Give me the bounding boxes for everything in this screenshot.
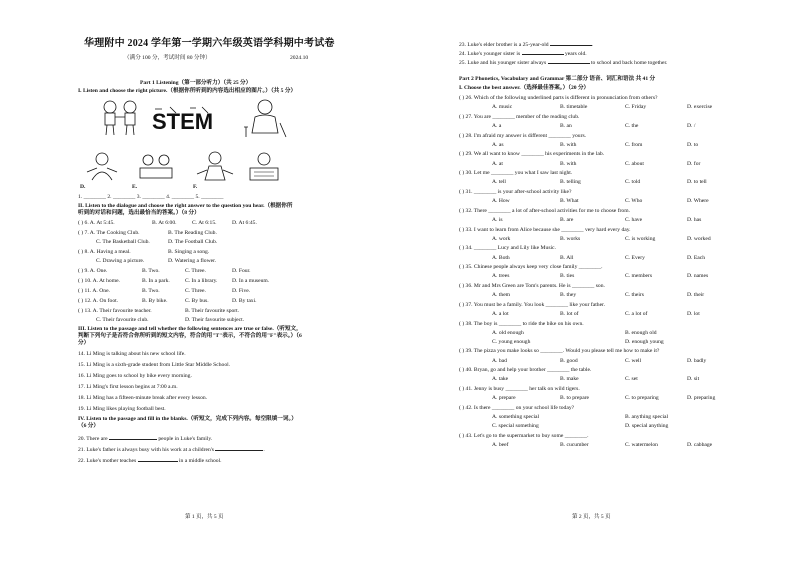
- question-42: ( ) 42. Is there ________ on your school life today?: [459, 404, 575, 411]
- fill-23: 23. Luke's elder brother is a 25-year-old .: [459, 42, 594, 48]
- q10-b: B. In a park.: [142, 278, 170, 284]
- question-39-option-b[interactable]: B. good: [560, 357, 578, 364]
- fill-24-blank[interactable]: [522, 49, 564, 55]
- question-33: ( ) 33. I want to learn from Alice because she ________ very hard every day.: [459, 226, 631, 233]
- question-43: ( ) 43. Let's go to the supermarket to buy some ________.: [459, 432, 589, 439]
- question-36-option-c[interactable]: C. theirs: [625, 292, 644, 299]
- part2-heading: Part 2 Phonetics, Vocabulary and Grammar 第二部分 语音、词汇和语法 共 41 分: [459, 76, 656, 82]
- picture-b-stem-icon: [150, 105, 215, 133]
- picture-c-scientist-icon: [240, 97, 290, 139]
- question-33-option-b[interactable]: B. works: [560, 235, 581, 242]
- question-34-option-b[interactable]: B. All: [560, 254, 574, 261]
- q10-a: ( ) 10. A. At home.: [78, 278, 120, 284]
- section-2-heading-b: 听到的对话和问题，选出最恰当的答案。）（8 分）: [78, 210, 200, 216]
- question-30: ( ) 30. Let me ________ you what I saw last night.: [459, 170, 573, 177]
- section-4-heading-a: IV. Listen to the passage and fill in the blanks.（听短文，完成下列内容。每空限填一词。）: [78, 416, 297, 422]
- picture-f-icon: [195, 150, 235, 182]
- fill-22-blank[interactable]: [138, 456, 178, 462]
- question-32-option-d[interactable]: D. has: [687, 217, 702, 223]
- question-34-option-d[interactable]: D. Each: [687, 254, 706, 261]
- part2-section-1-heading: I. Choose the best answer.（选择最佳答案。）（20 分）: [459, 85, 590, 91]
- q10-d: D. In a museum.: [232, 278, 270, 284]
- question-26: ( ) 26. Which of the following underlined parts is different in pronunciation from others?: [459, 95, 658, 101]
- q7-a: ( ) 7. A. The Cooking Club.: [78, 230, 140, 236]
- exam-title: 华理附中 2024 学年第一学期六年级英语学科期中考试卷: [84, 38, 335, 49]
- question-27: ( ) 27. You are ________ member of the reading club.: [459, 113, 580, 120]
- question-36-option-a[interactable]: A. them: [492, 292, 511, 299]
- section-3-heading-c: 分）: [78, 340, 90, 346]
- fill-20-blank[interactable]: [109, 434, 157, 440]
- q12-c: C. By bus.: [185, 298, 209, 304]
- question-39: ( ) 39. The pizza you make looks so ________. Would you please tell me how to make it?: [459, 348, 660, 355]
- question-38-option-c[interactable]: C. young enough: [492, 338, 531, 345]
- fill-25: 25. Luke and his younger sister always to school and back home together.: [459, 60, 668, 66]
- question-31-option-b[interactable]: B. What: [560, 198, 579, 205]
- q13-d: D. Their favourite subject.: [185, 317, 245, 323]
- question-26-option-c[interactable]: C. Friday: [625, 104, 647, 111]
- question-38-option-d[interactable]: D. enough young: [625, 338, 664, 345]
- page-2-footer: 第 2 页，共 5 页: [572, 514, 611, 520]
- question-42-option-d[interactable]: D. special anything: [625, 423, 669, 429]
- section-3-heading-a: III. Listen to the passage and tell whether the following sentences are true or false.（听短文，: [78, 326, 302, 332]
- question-36-option-b[interactable]: B. they: [560, 292, 577, 299]
- question-31: ( ) 31. ________ is your after-school activity like?: [459, 189, 572, 195]
- pic-label-b: E.: [132, 184, 138, 190]
- question-41-option-b[interactable]: B. to prepare: [560, 395, 590, 402]
- q11-b: B. Two.: [142, 288, 160, 294]
- pic-label-c: F.: [193, 184, 198, 190]
- question-43-option-a[interactable]: A. beef: [492, 441, 509, 448]
- fill-23-blank[interactable]: [550, 40, 592, 46]
- question-40-option-b[interactable]: B. make: [560, 376, 579, 383]
- question-40-option-c[interactable]: C. set: [625, 376, 638, 383]
- q6-c: C. At 6:15.: [192, 220, 217, 226]
- question-36-option-d[interactable]: D. their: [687, 292, 705, 299]
- question-37-option-a[interactable]: A. a lot: [492, 311, 509, 317]
- fill-25-blank[interactable]: [548, 58, 590, 64]
- question-33-option-c[interactable]: C. is working: [625, 235, 656, 242]
- q8-a: ( ) 8. A. Having a meal.: [78, 249, 131, 255]
- q11-c: C. Three.: [185, 288, 206, 294]
- question-43-option-d[interactable]: D. cabbage: [687, 441, 713, 448]
- question-28-option-d[interactable]: D. to: [687, 141, 699, 148]
- question-38-option-b[interactable]: B. enough old: [625, 329, 657, 336]
- question-33-option-d[interactable]: D. worked: [687, 235, 711, 242]
- section-4-heading-b: （6 分）: [78, 423, 99, 429]
- question-37-option-d[interactable]: D. lot: [687, 311, 700, 317]
- question-30-option-d[interactable]: D. to tell: [687, 179, 707, 186]
- answer-line-1-5: 1. ________ 2. ________ 3. ________ 4. ________ 5. ________: [78, 194, 224, 200]
- section-3-heading-b: 判断下列句子是否符合你所听到的短文内容，符合的用"T"表示，不符合的用"F"表示。）（6: [78, 333, 302, 339]
- part1-heading: Part 1 Listening（第一部分听力）（共 25 分）: [140, 80, 252, 86]
- question-41: ( ) 41. Jenny is busy ________ her talk on wild tigers.: [459, 386, 580, 392]
- question-41-option-a[interactable]: A. prepare: [492, 395, 516, 402]
- stem-text: STEM: [152, 109, 214, 133]
- question-43-option-c[interactable]: C. watermelon: [625, 441, 658, 448]
- question-30-option-a[interactable]: A. tell: [492, 179, 506, 186]
- question-42-option-c[interactable]: C. special something: [492, 423, 539, 429]
- section-1-heading: I. Listen and choose the right picture.（根据你所听到的内容选出相应的图片。）（共 5 分）: [78, 88, 297, 94]
- question-28-option-a[interactable]: A. as: [492, 141, 504, 148]
- q7-c: C. The Basketball Club.: [96, 239, 150, 245]
- section-2-heading-a: II. Listen to the dialogue and choose the right answer to the question you hear.（根据你所: [78, 203, 293, 209]
- q11-a: ( ) 11. A. One.: [78, 288, 110, 294]
- question-26-option-a[interactable]: A. music: [492, 104, 513, 111]
- question-34-option-a[interactable]: A. Both: [492, 254, 510, 261]
- question-29-option-b[interactable]: B. with: [560, 160, 577, 167]
- q7-d: D. The Football Club.: [168, 239, 218, 245]
- picture-g-icon: [244, 150, 284, 182]
- question-38: ( ) 38. The boy is ________ to ride the bike on his own.: [459, 320, 584, 327]
- question-27-option-c[interactable]: C. the: [625, 123, 639, 129]
- picture-a-children-icon: [95, 99, 145, 137]
- question-32: ( ) 32. There ________ a lot of after-school activities for me to choose from.: [459, 207, 630, 214]
- q13-a: ( ) 13. A. Their favourite teacher.: [78, 308, 152, 314]
- question-27-option-a[interactable]: A. a: [492, 123, 502, 129]
- question-40-option-d[interactable]: D. sit: [687, 376, 700, 383]
- tf-15: 15. Li Ming is a sixth-grade student from Little Star Middle School.: [78, 362, 231, 368]
- question-31-option-a[interactable]: A. How: [492, 198, 510, 205]
- tf-16: 16. Li Ming goes to school by bike every morning.: [78, 373, 192, 379]
- question-27-option-b[interactable]: B. an: [560, 123, 572, 129]
- question-32-option-c[interactable]: C. have: [625, 217, 643, 223]
- question-42-option-b[interactable]: B. anything special: [625, 414, 669, 420]
- fill-24: 24. Luke's younger sister is years old.: [459, 51, 587, 57]
- question-35-option-a[interactable]: A. trees: [492, 273, 510, 280]
- question-32-option-a[interactable]: A. is: [492, 217, 503, 223]
- question-40: ( ) 40. Bryan, go and help your brother ________ the table.: [459, 367, 592, 374]
- fill-22: 22. Luke's mother teaches in a middle school.: [78, 458, 222, 464]
- q6-a: ( ) 6. A. At 5:45.: [78, 220, 115, 226]
- question-30-option-c[interactable]: C. told: [625, 179, 641, 186]
- question-29-option-c[interactable]: C. about: [625, 160, 644, 167]
- question-35-option-c[interactable]: C. members: [625, 273, 653, 280]
- question-37-option-c[interactable]: C. a lot of: [625, 311, 648, 317]
- question-34-option-c[interactable]: C. Every: [625, 254, 645, 261]
- question-39-option-d[interactable]: D. badly: [687, 357, 707, 364]
- q11-d: D. Five.: [232, 288, 251, 294]
- question-28-option-b[interactable]: B. with: [560, 141, 577, 148]
- picture-d-icon: [83, 150, 121, 182]
- question-28: ( ) 28. I'm afraid my answer is different ________ yours.: [459, 132, 587, 139]
- question-29-option-a[interactable]: A. at: [492, 160, 503, 167]
- question-39-option-c[interactable]: C. well: [625, 357, 642, 364]
- question-30-option-b[interactable]: B. telling: [560, 179, 581, 186]
- q13-c: C. Their favourite club.: [96, 317, 149, 323]
- page-1-footer: 第 1 页，共 5 页: [185, 514, 224, 520]
- tf-17: 17. Li Ming's first lesson begins at 7:00 a.m.: [78, 384, 178, 390]
- question-40-option-a[interactable]: A. take: [492, 376, 509, 383]
- picture-e-icon: [136, 150, 176, 182]
- q12-b: B. By bike.: [142, 298, 168, 304]
- question-42-option-a[interactable]: A. something special: [492, 414, 540, 420]
- q9-a: ( ) 9. A. One.: [78, 268, 108, 274]
- question-32-option-b[interactable]: B. are: [560, 217, 574, 223]
- q8-b: B. Singing a song.: [168, 249, 210, 255]
- question-36: ( ) 36. Mr and Mrs Green are Tom's parents. He is ________ son.: [459, 283, 605, 289]
- question-35-option-b[interactable]: B. ties: [560, 273, 575, 280]
- question-29-option-d[interactable]: D. for: [687, 160, 701, 167]
- q9-b: B. Two.: [142, 268, 160, 274]
- question-26-option-b[interactable]: B. timetable: [560, 104, 588, 111]
- q9-d: D. Four.: [232, 268, 251, 274]
- question-31-option-d[interactable]: D. Where: [687, 198, 709, 205]
- tf-19: 19. Li Ming likes playing football best.: [78, 406, 166, 412]
- question-39-option-a[interactable]: A. bad: [492, 357, 507, 364]
- q8-d: D. Watering a flower.: [168, 258, 217, 264]
- tf-18: 18. Li Ming has a fifteen-minute break after every lesson.: [78, 395, 208, 401]
- question-35-option-d[interactable]: D. names: [687, 273, 709, 280]
- question-31-option-c[interactable]: C. Who: [625, 198, 643, 205]
- q9-c: C. Three.: [185, 268, 206, 274]
- q12-d: D. By taxi.: [232, 298, 257, 304]
- question-35: ( ) 35. Chinese people always keep very close family ________.: [459, 264, 603, 271]
- exam-date: 2024.10: [290, 55, 309, 61]
- question-38-option-a[interactable]: A. old enough: [492, 329, 524, 336]
- q8-c: C. Drawing a picture.: [96, 258, 145, 264]
- question-29: ( ) 29. We all want to know ________ his experiments in the lab.: [459, 151, 605, 158]
- q6-b: B. At 6:00.: [152, 220, 177, 226]
- q12-a: ( ) 12. A. On foot.: [78, 298, 119, 304]
- question-34: ( ) 34. ________ Lucy and Lily like Music.: [459, 245, 556, 252]
- q10-c: C. In a library.: [185, 278, 218, 284]
- exam-subtitle: （满分 100 分，考试时间 80 分钟）: [124, 55, 211, 61]
- fill-20: 20. There are people in Luke's family.: [78, 436, 213, 442]
- pic-label-a: D.: [80, 184, 86, 190]
- question-28-option-c[interactable]: C. from: [625, 141, 643, 148]
- fill-21-blank[interactable]: [215, 445, 263, 451]
- question-26-option-d[interactable]: D. exercise: [687, 104, 713, 111]
- question-33-option-a[interactable]: A. work: [492, 235, 511, 242]
- q13-b: B. Their favourite sport.: [185, 308, 240, 314]
- fill-21: 21. Luke's father is always busy with his work at a children's .: [78, 447, 265, 453]
- page-2: [397, 0, 794, 561]
- question-43-option-b[interactable]: B. cucumber: [560, 441, 589, 448]
- q7-b: B. The Reading Club.: [168, 230, 217, 236]
- tf-14: 14. Li Ming is talking about his new school life.: [78, 351, 186, 357]
- q6-d: D. At 6:45.: [232, 220, 257, 226]
- question-37: ( ) 37. You must be a family. You look ________ like your father.: [459, 301, 605, 308]
- question-41-option-c[interactable]: C. to preparing: [625, 395, 659, 402]
- question-37-option-b[interactable]: B. lot of: [560, 311, 579, 317]
- question-27-option-d[interactable]: D. /: [687, 123, 696, 129]
- question-41-option-d[interactable]: D. preparing: [687, 395, 716, 402]
